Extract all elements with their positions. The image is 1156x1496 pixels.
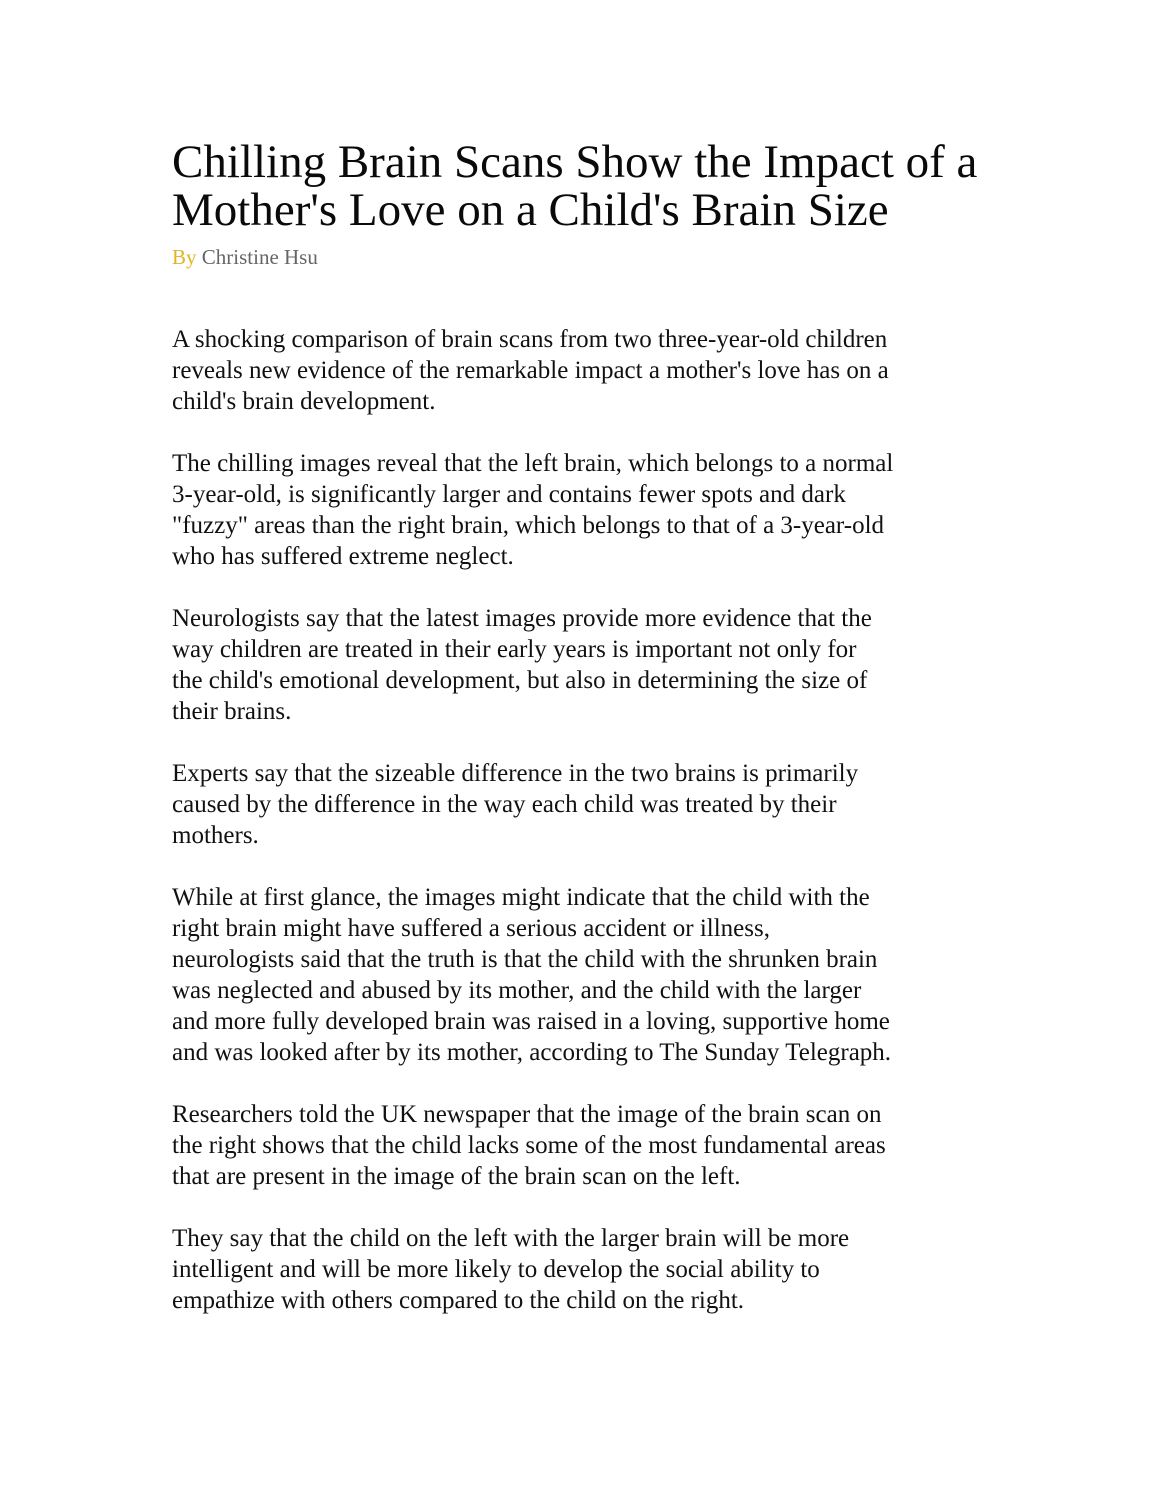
paragraph-line: the right shows that the child lacks some of the most fundamental areas — [172, 1132, 886, 1159]
paragraph-line: and more fully developed brain was raised in a loving, supportive home — [172, 1008, 890, 1035]
paragraph-line: right brain might have suffered a serious accident or illness, — [172, 915, 770, 942]
paragraph-line: Experts say that the sizeable difference in the two brains is primarily — [172, 760, 859, 787]
paragraph-line: caused by the difference in the way each child was treated by their — [172, 791, 837, 818]
paragraph-line: was neglected and abused by its mother, and the child with the larger — [172, 977, 862, 1004]
paragraph-line: empathize with others compared to the child on the right. — [172, 1287, 745, 1314]
paragraph-line: the child's emotional development, but also in determining the size of — [172, 667, 868, 694]
paragraph — [172, 1223, 1012, 1316]
author-name: Christine Hsu — [201, 245, 318, 269]
title-line: Chilling Brain Scans Show the Impact of a — [172, 136, 978, 188]
paragraph-line: reveals new evidence of the remarkable impact a mother's love has on a — [172, 357, 889, 384]
byline-prefix: By — [172, 245, 197, 269]
paragraph-line: Researchers told the UK newspaper that the image of the brain scan on — [172, 1101, 882, 1128]
paragraph-line: A shocking comparison of brain scans from two three-year-old children — [172, 326, 888, 353]
byline — [172, 244, 318, 270]
paragraph-line: neurologists said that the truth is that the child with the shrunken brain — [172, 946, 878, 973]
paragraph — [172, 882, 1012, 1068]
paragraph-line: and was looked after by its mother, according to The Sunday Telegraph. — [172, 1039, 892, 1066]
paragraph-line: The chilling images reveal that the left brain, which belongs to a normal — [172, 450, 894, 477]
paragraph-line: mothers. — [172, 822, 259, 849]
article-title — [172, 138, 977, 234]
paragraph — [172, 448, 1012, 572]
article-body — [172, 324, 1012, 1347]
paragraph-line: their brains. — [172, 698, 292, 725]
paragraph-line: who has suffered extreme neglect. — [172, 543, 514, 570]
paragraph-line: that are present in the image of the brain scan on the left. — [172, 1163, 741, 1190]
paragraph-line: They say that the child on the left with the larger brain will be more — [172, 1225, 850, 1252]
paragraph-line: intelligent and will be more likely to develop the social ability to — [172, 1256, 820, 1283]
paragraph — [172, 758, 1012, 851]
title-line: Mother's Love on a Child's Brain Size — [172, 184, 889, 236]
paragraph-line: 3-year-old, is significantly larger and contains fewer spots and dark — [172, 481, 846, 508]
paragraph-line: While at first glance, the images might indicate that the child with the — [172, 884, 870, 911]
paragraph-line: child's brain development. — [172, 388, 436, 415]
paragraph-line: Neurologists say that the latest images provide more evidence that the — [172, 605, 872, 632]
paragraph — [172, 1099, 1012, 1192]
paragraph-line: way children are treated in their early years is important not only for — [172, 636, 857, 663]
paragraph — [172, 603, 1012, 727]
paragraph — [172, 324, 1012, 417]
paragraph-line: "fuzzy" areas than the right brain, which belongs to that of a 3-year-old — [172, 512, 885, 539]
